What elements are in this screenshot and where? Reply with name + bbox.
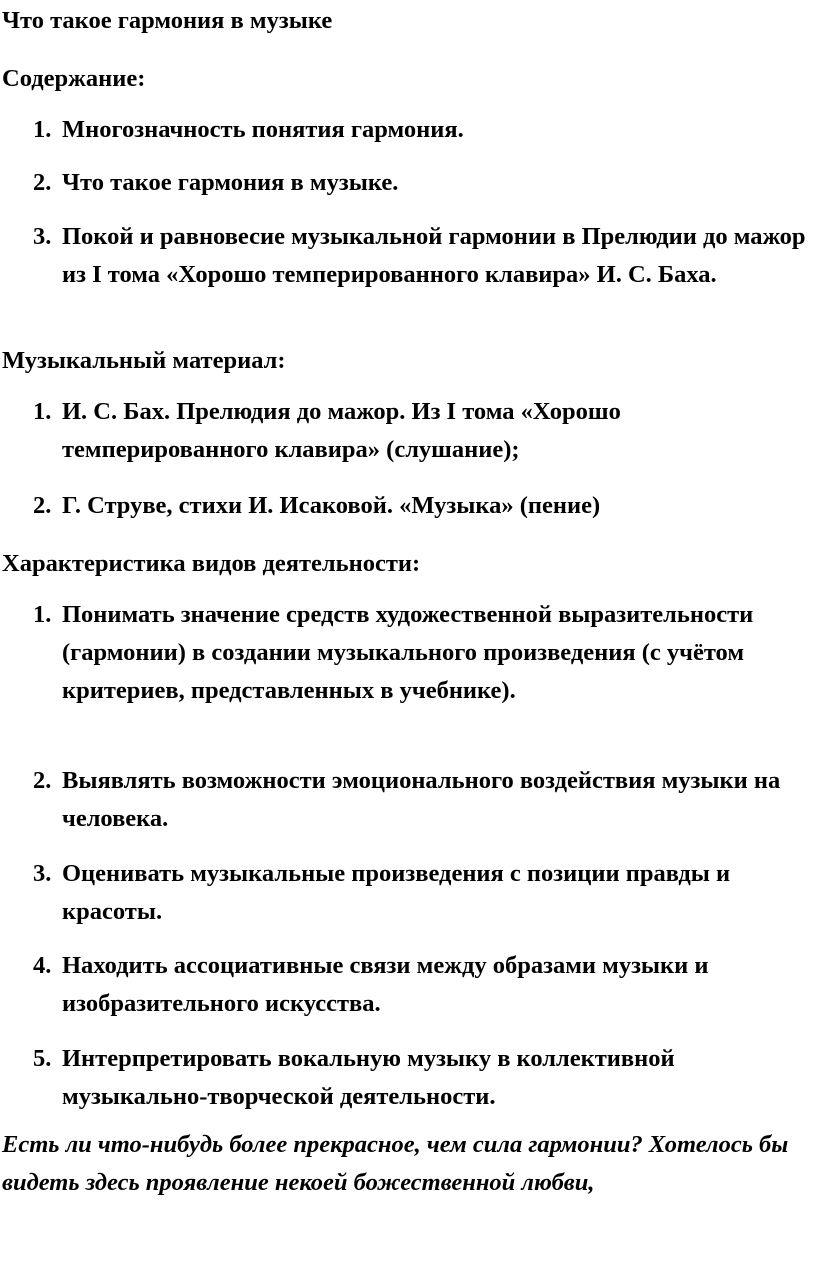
list-item-number: 1. bbox=[33, 398, 52, 425]
page-title: Что такое гармония в музыке bbox=[2, 7, 333, 34]
list-item-number: 4. bbox=[33, 952, 52, 979]
material-heading: Музыкальный материал: bbox=[2, 347, 286, 374]
list-item-number: 5. bbox=[33, 1045, 52, 1072]
list-item-text: Понимать значение средств художественной выразительности (гармонии) в создании музыкального произведения (с учётом критериев, представленных в учебнике). bbox=[62, 601, 754, 704]
list-item-number: 2. bbox=[33, 767, 52, 794]
list-item-number: 3. bbox=[33, 860, 52, 887]
contents-heading: Содержание: bbox=[2, 65, 146, 92]
list-item-number: 2. bbox=[33, 492, 52, 519]
epigraph-quote: Есть ли что-нибудь более прекрасное, чем сила гармонии? Хотелось бы видеть здесь проявление некоей божественной любви, bbox=[2, 1131, 789, 1196]
list-item-text: Что такое гармония в музыке. bbox=[62, 169, 399, 196]
list-item-text: Многозначность понятия гармония. bbox=[62, 116, 464, 143]
list-item-number: 3. bbox=[33, 223, 52, 250]
list-item-text: Покой и равновесие музыкальной гармонии в Прелюдии до мажор из I тома «Хорошо темперированного клавира» И. С. Баха. bbox=[62, 223, 806, 288]
list-item-number: 1. bbox=[33, 116, 52, 143]
list-item-text: Г. Струве, стихи И. Исаковой. «Музыка» (пение) bbox=[62, 492, 601, 519]
list-item-text: Находить ассоциативные связи между образами музыки и изобразительного искусства. bbox=[62, 952, 709, 1017]
list-item-number: 1. bbox=[33, 601, 52, 628]
list-item-number: 2. bbox=[33, 169, 52, 196]
list-item-text: И. С. Бах. Прелюдия до мажор. Из I тома «Хорошо темперированного клавира» (слушание); bbox=[62, 398, 621, 463]
list-item-text: Интерпретировать вокальную музыку в коллективной музыкально-творческой деятельности. bbox=[62, 1045, 675, 1110]
list-item-text: Оценивать музыкальные произведения с позиции правды и красоты. bbox=[62, 860, 731, 925]
list-item-text: Выявлять возможности эмоционального воздействия музыки на человека. bbox=[62, 767, 781, 832]
activities-heading: Характеристика видов деятельности: bbox=[2, 550, 421, 577]
